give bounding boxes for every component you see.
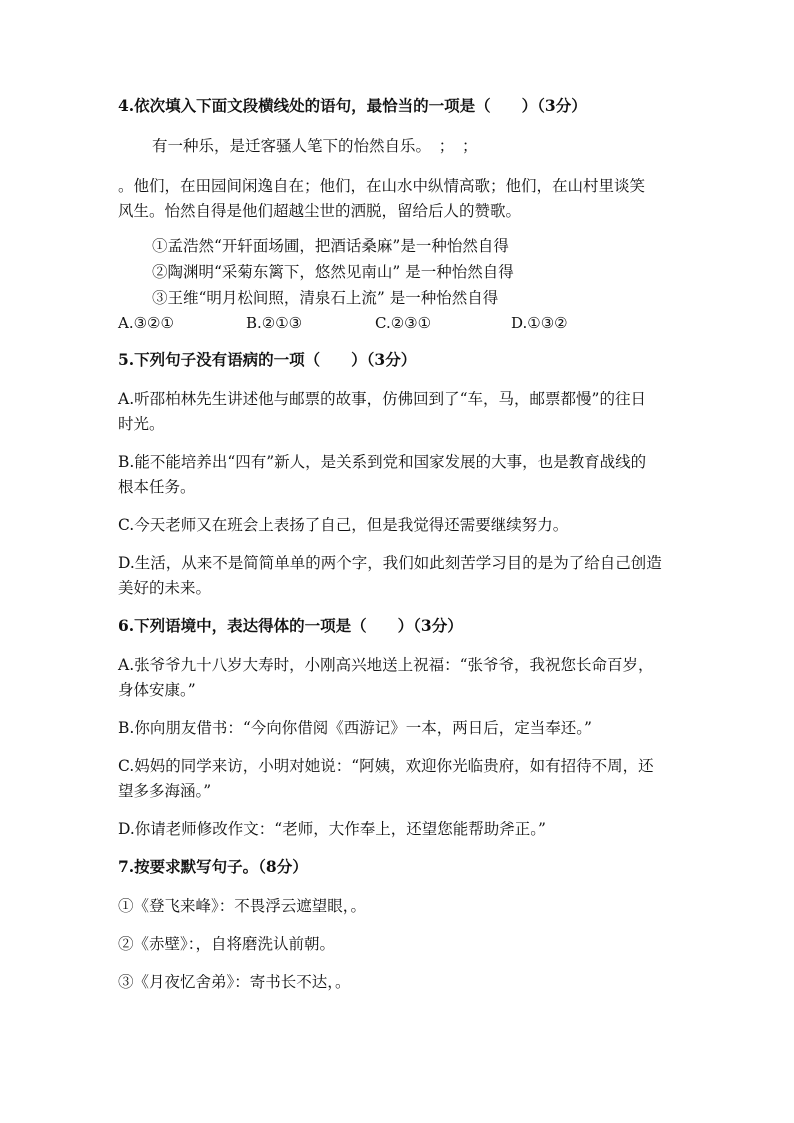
q4-paragraph-line: 有一种乐，是迁客骚人笔下的怡然自乐。 ； ； [152, 137, 478, 155]
q5-option-a: A.听邵柏林先生讲述他与邮票的故事，仿佛回到了“车，马，邮票都慢”的往日 [118, 390, 646, 408]
q4-option-b: B.②①③ [246, 314, 303, 332]
q4-paragraph-line: 。他们，在田园间闲逸自在；他们，在山水中纵情高歌；他们，在山村里谈笑 [118, 177, 646, 195]
q5-option-b-cont: 根本任务。 [118, 478, 196, 496]
q6-option-c: C.妈妈的同学来访，小明对她说：“阿姨，欢迎你光临贵府，如有招待不周，还 [118, 757, 654, 775]
q6-option-a: A.张爷爷九十八岁大寿时，小刚高兴地送上祝福：“张爷爷，我祝您长命百岁， [118, 656, 654, 674]
q6-option-c-cont: 望多多海涵。” [118, 782, 212, 800]
q6-title: 6.下列语境中，表达得体的一项是（ ）（3分） [118, 616, 463, 635]
q5-option-d-cont: 美好的未来。 [118, 579, 212, 597]
q5-option-a-cont: 时光。 [118, 415, 165, 433]
q4-item: ①孟浩然“开轩面场圃，把酒话桑麻”是一种怡然自得 [152, 237, 509, 255]
q5-option-d: D.生活，从来不是简简单单的两个字，我们如此刻苦学习目的是为了给自己创造 [118, 554, 662, 572]
q4-item: ②陶渊明“采菊东篱下，悠然见南山” 是一种怡然自得 [152, 263, 514, 281]
q5-title: 5.下列句子没有语病的一项（ ）（3分） [118, 350, 417, 369]
q6-option-a-cont: 身体安康。” [118, 681, 196, 699]
q4-paragraph-line: 风生。怡然自得是他们超越尘世的洒脱，留给后人的赞歌。 [118, 202, 522, 220]
q5-option-c: C.今天老师又在班会上表扬了自己，但是我觉得还需要继续努力。 [118, 516, 569, 534]
q4-option-d: D.①③② [511, 314, 568, 332]
q4-option-c: C.②③① [375, 314, 432, 332]
q7-line: ②《赤壁》：，自将磨洗认前朝。 [118, 935, 336, 953]
q7-title: 7.按要求默写句子。（8分） [118, 857, 308, 876]
q7-line: ③《月夜忆舍弟》：寄书长不达，。 [118, 973, 351, 991]
q4-option-a: A.③②① [118, 314, 174, 332]
q6-option-d: D.你请老师修改作文：“老师，大作奉上，还望您能帮助斧正。” [118, 820, 546, 838]
q4-item: ③王维“明月松间照，清泉石上流” 是一种怡然自得 [152, 289, 499, 307]
q4-title: 4.依次填入下面文段横线处的语句，最恰当的一项是（ ）（3分） [118, 96, 587, 115]
q5-option-b: B.能不能培养出“四有”新人，是关系到党和国家发展的大事，也是教育战线的 [118, 453, 647, 471]
q7-line: ①《登飞来峰》：不畏浮云遮望眼，。 [118, 897, 367, 915]
q6-option-b: B.你向朋友借书：“今向你借阅《西游记》一本，两日后，定当奉还。” [118, 719, 592, 737]
